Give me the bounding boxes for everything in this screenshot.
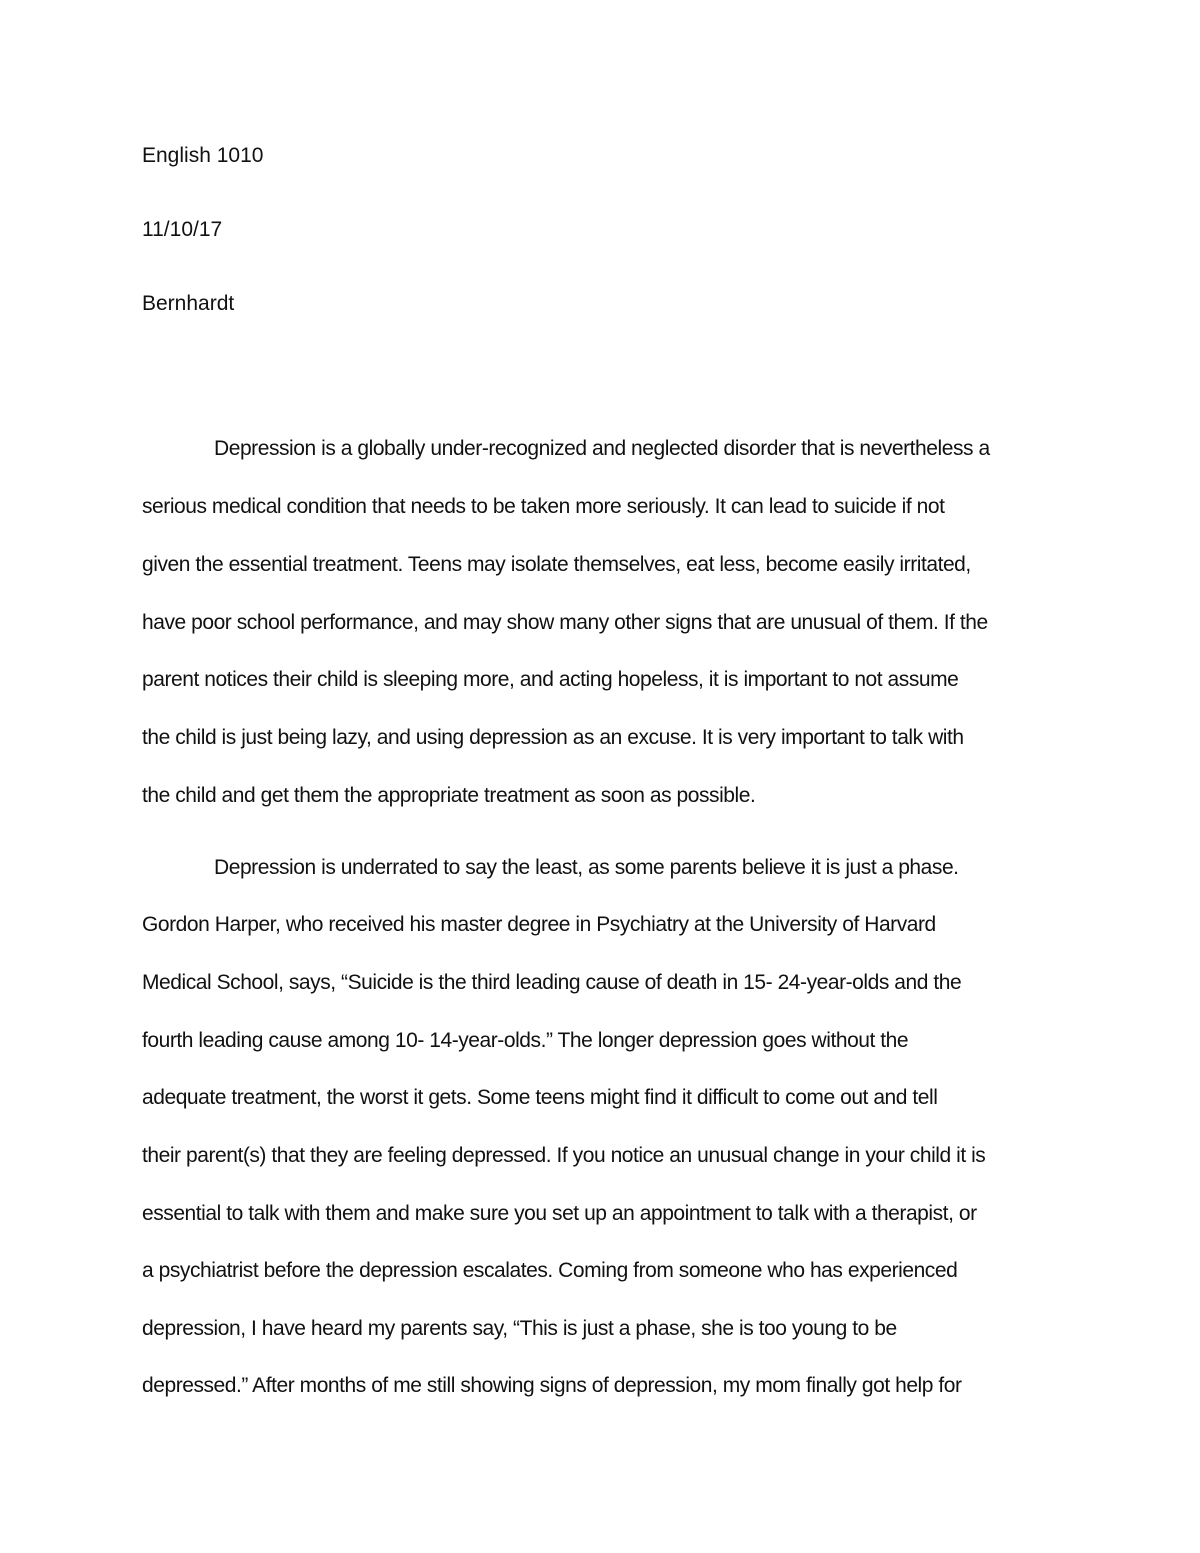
paragraph-line: parent notices their child is sleeping more, and acting hopeless, it is important to not assume: [142, 668, 959, 691]
course-name: English 1010: [142, 144, 264, 167]
date: 11/10/17: [142, 218, 223, 241]
paragraph-line: essential to talk with them and make sure you set up an appointment to talk with a therapist, or: [142, 1202, 977, 1225]
paragraph-line: serious medical condition that needs to be taken more seriously. It can lead to suicide if not: [142, 495, 945, 518]
paragraph-line: a psychiatrist before the depression escalates. Coming from someone who has experienced: [142, 1259, 958, 1282]
paragraph-line: depressed.” After months of me still showing signs of depression, my mom finally got help for: [142, 1374, 962, 1397]
instructor-name: Bernhardt: [142, 292, 235, 315]
paragraph-line: Medical School, says, “Suicide is the third leading cause of death in 15- 24-year-olds and the: [142, 971, 962, 994]
paragraph-line: given the essential treatment. Teens may isolate themselves, eat less, become easily irritated,: [142, 553, 971, 576]
paragraph-line: Depression is underrated to say the least, as some parents believe it is just a phase.: [214, 856, 959, 879]
paragraph-line: depression, I have heard my parents say, “This is just a phase, she is too young to be: [142, 1317, 897, 1340]
paragraph-line: their parent(s) that they are feeling depressed. If you notice an unusual change in your child it is: [142, 1144, 986, 1167]
paragraph-line: Gordon Harper, who received his master degree in Psychiatry at the University of Harvard: [142, 913, 936, 936]
paragraph-line: the child is just being lazy, and using depression as an excuse. It is very important to talk with: [142, 726, 964, 749]
paragraph-line: the child and get them the appropriate treatment as soon as possible.: [142, 784, 756, 807]
paragraph-line: fourth leading cause among 10- 14-year-olds.” The longer depression goes without the: [142, 1029, 909, 1052]
paragraph-line: have poor school performance, and may show many other signs that are unusual of them. If the: [142, 611, 988, 634]
paragraph-line: Depression is a globally under-recognized and neglected disorder that is nevertheless a: [214, 437, 990, 460]
paragraph-line: adequate treatment, the worst it gets. Some teens might find it difficult to come out and tell: [142, 1086, 938, 1109]
